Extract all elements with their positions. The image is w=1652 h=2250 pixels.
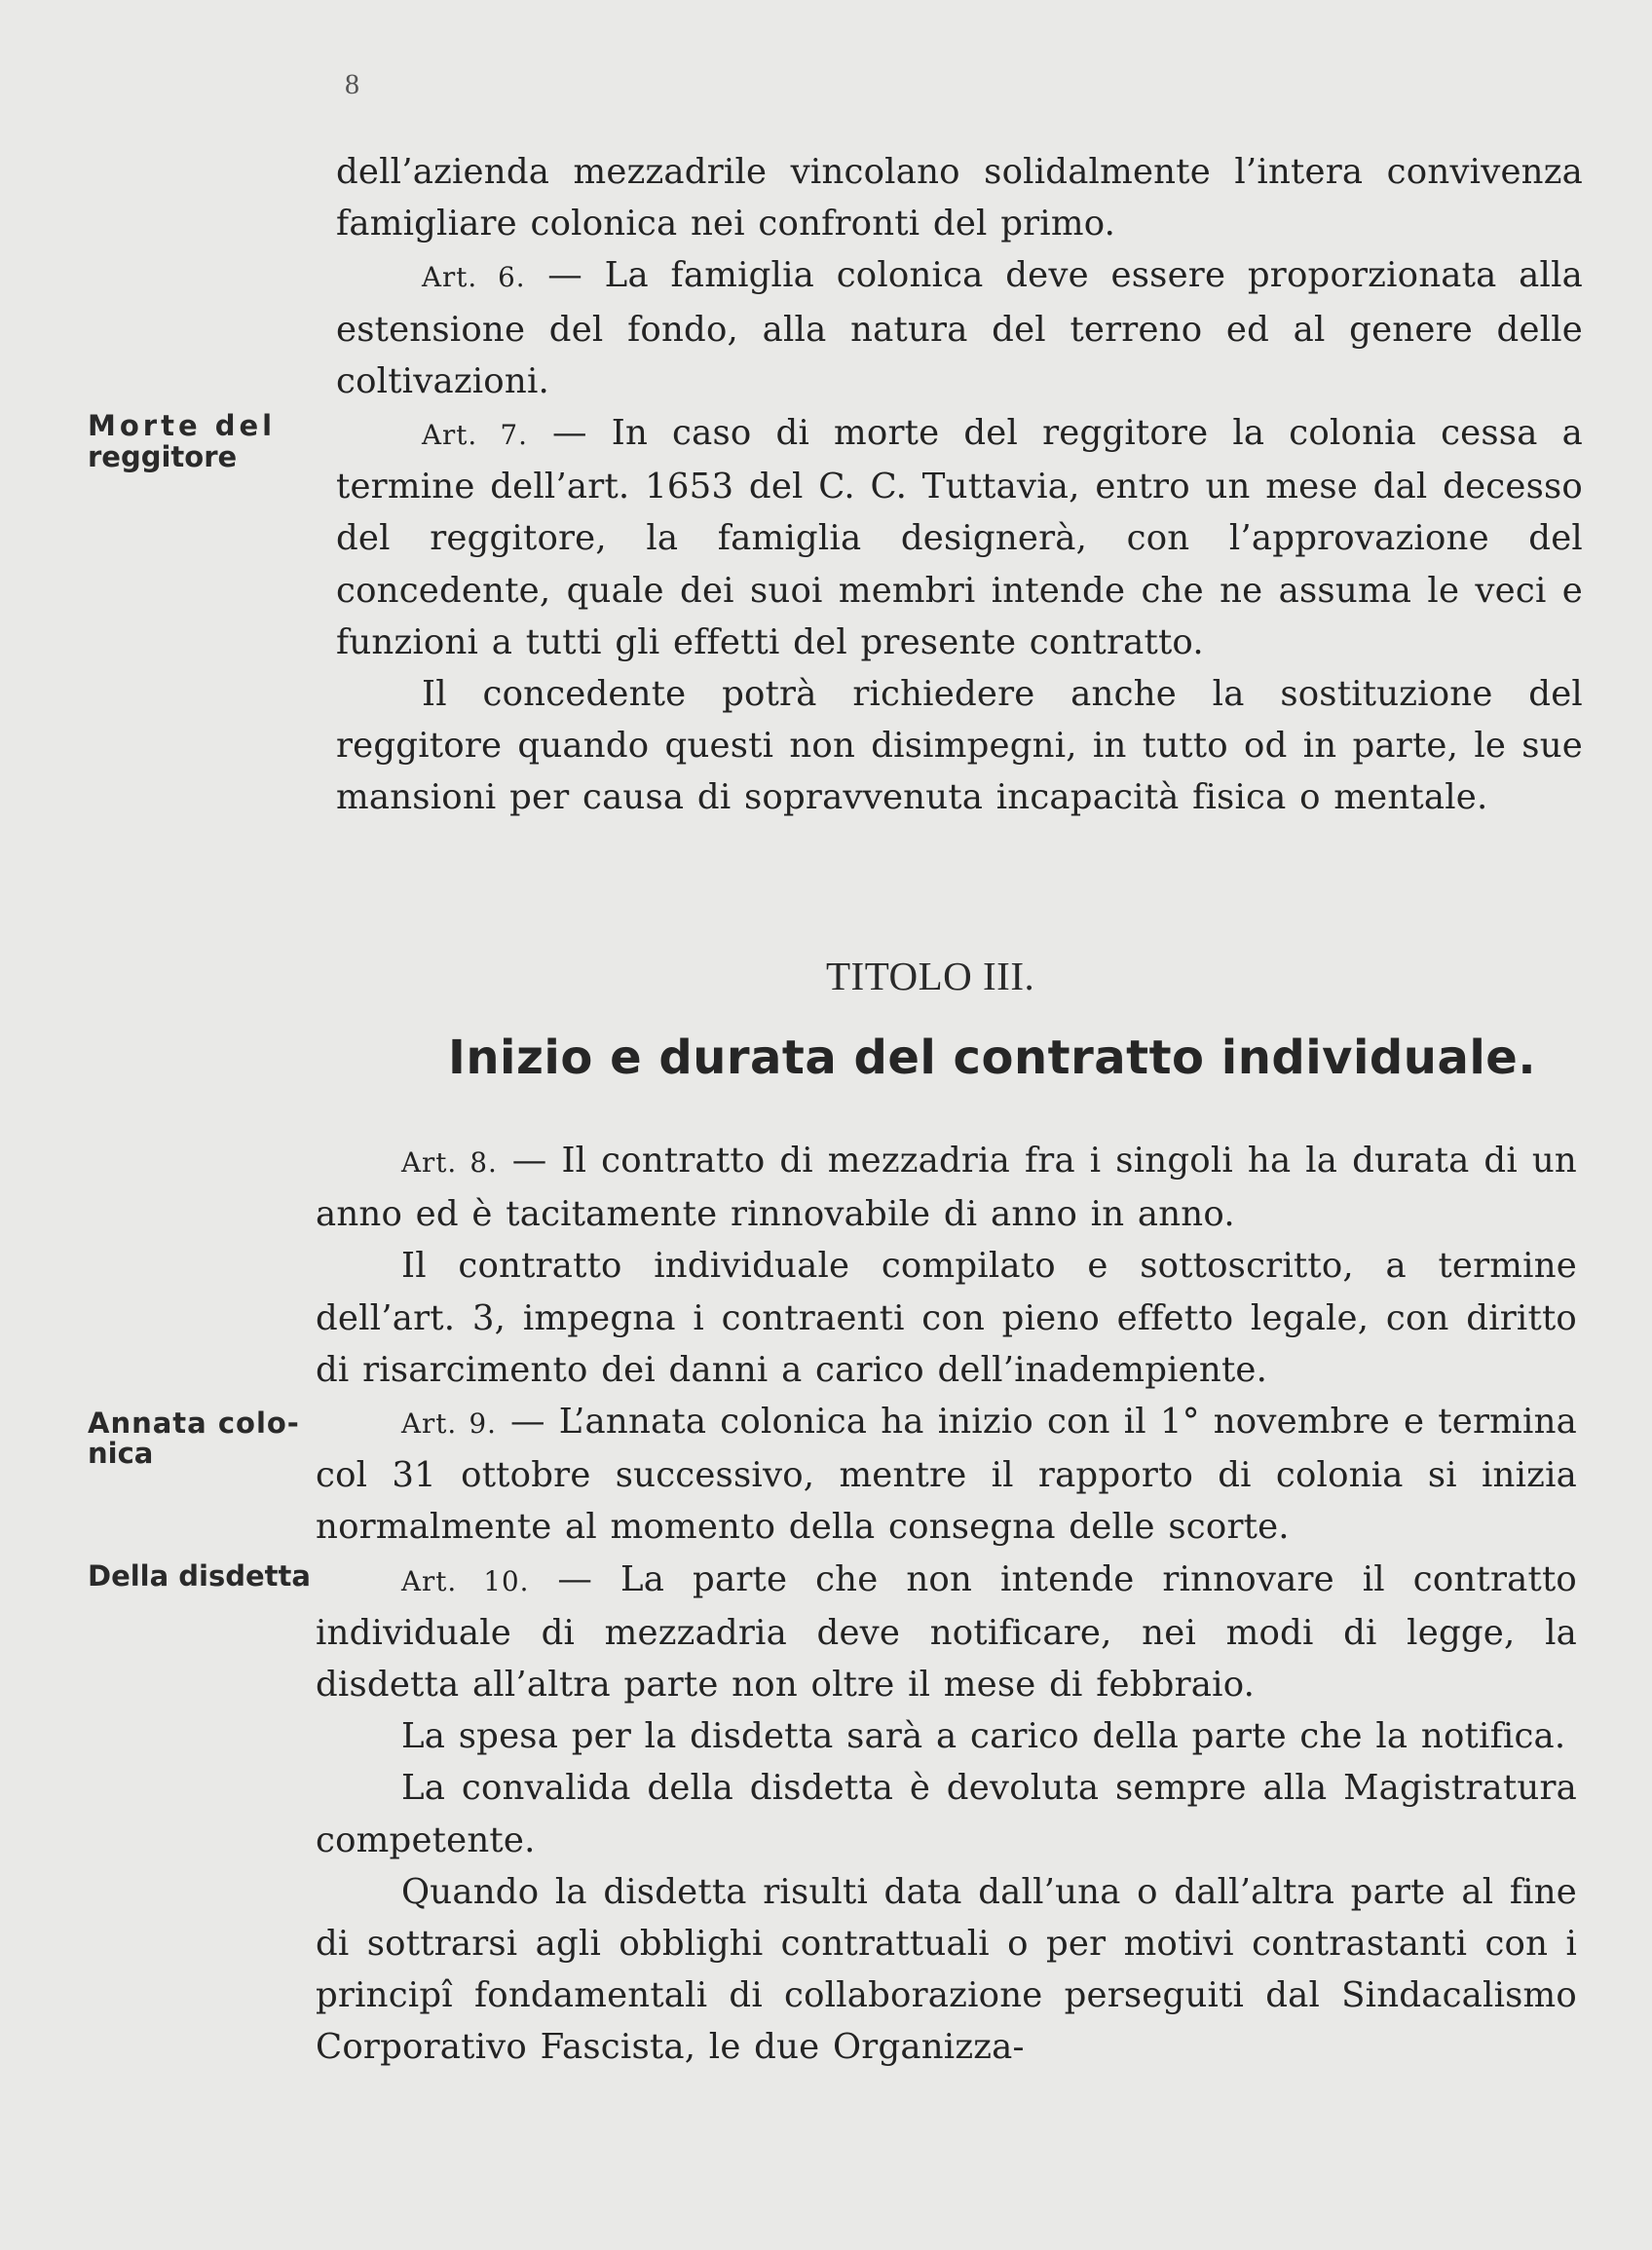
paragraph-quando: Quando la disdetta risulti data dall’una o dall’altra parte al fine di sottrarsi agli obblighi contrattuali o per motivi contrastanti con i principî fondamentali di collaborazione perseguiti dal Sindacalismo Corporativo Fascista, le due Organizza- [316,1871,1577,2068]
paragraph-contratto: Il contratto individuale compilato e sottoscritto, a termine dell’art. 3, impegna i contraenti con pieno effetto legale, con diritto di risarcimento dei danni a carico dell’inadempiente. [316,1246,1577,1390]
paragraph-art10 [316,1554,1577,1711]
paragraph-art6 [336,249,1583,407]
page-number: 8 [345,68,359,100]
paragraph-convalida: La convalida della disdetta è devoluta sempre alla Magistratura competente. [316,1768,1577,1860]
paragraph-art8 [316,1135,1577,1240]
section-heading: Inizio e durata del contratto individuale. [448,1031,1537,1085]
side-note-annata-line1: Annata colo- [88,1406,300,1440]
art7-text: — In caso di morte del reggitore la colonia cessa a termine dell’art. 1653 del C. C. Tuttavia, entro un mese dal decesso del reggitore, la famiglia designerà, con l’approvazione del concedente, quale dei suoi membri intende che ne assuma le veci e funzioni a tutti gli effetti del presente contratto. [336,413,1583,662]
section-title: TITOLO III. [826,954,1035,998]
art9-label: Art. 9. [401,1407,497,1441]
side-note-morte-line1: Morte del [88,409,277,442]
art8-text: — Il contratto di mezzadria fra i singoli ha la durata di un anno ed è tacitamente rinnovabile di anno in anno. [316,1141,1577,1235]
art6-text: — La famiglia colonica deve essere proporzionata alla estensione del fondo, alla natura del terreno ed al genere delle coltivazioni. [336,255,1583,401]
art7-label: Art. 7. [422,419,528,452]
art8-label: Art. 8. [401,1146,498,1179]
paragraph-art9 [316,1396,1577,1554]
paragraph-spesa: La spesa per la disdetta sarà a carico della parte che la notifica. [401,1716,1566,1757]
text-block-2 [316,1135,1577,2074]
side-note-annata-line2: nica [88,1437,154,1470]
side-note-disdetta: Della disdetta [88,1559,311,1593]
art10-text: — La parte che non intende rinnovare il contratto individuale di mezzadria deve notificare, nei modi di legge, la disdetta all’altra parte non oltre il mese di febbraio. [316,1558,1577,1706]
paragraph-concedente: Il concedente potrà richiedere anche la sostituzione del reggitore quando questi non disimpegni, in tutto od in parte, le sue mansioni per causa di sopravvenuta incapacità fisica o mentale. [336,674,1583,818]
text-block-1 [336,146,1583,824]
paragraph-continuation: dell’azienda mezzadrile vincolano solidalmente l’intera convivenza famigliare colonica nei confronti del primo. [336,152,1583,244]
paragraph-art7 [336,407,1583,668]
art9-text: — L’annata colonica ha inizio con il 1° novembre e termina col 31 ottobre successivo, mentre il rapporto di colonia si inizia normalmente al momento della consegna delle scorte. [316,1402,1577,1548]
side-note-morte-line2: reggitore [88,440,238,473]
art10-label: Art. 10. [401,1564,530,1597]
art6-label: Art. 6. [422,261,526,294]
